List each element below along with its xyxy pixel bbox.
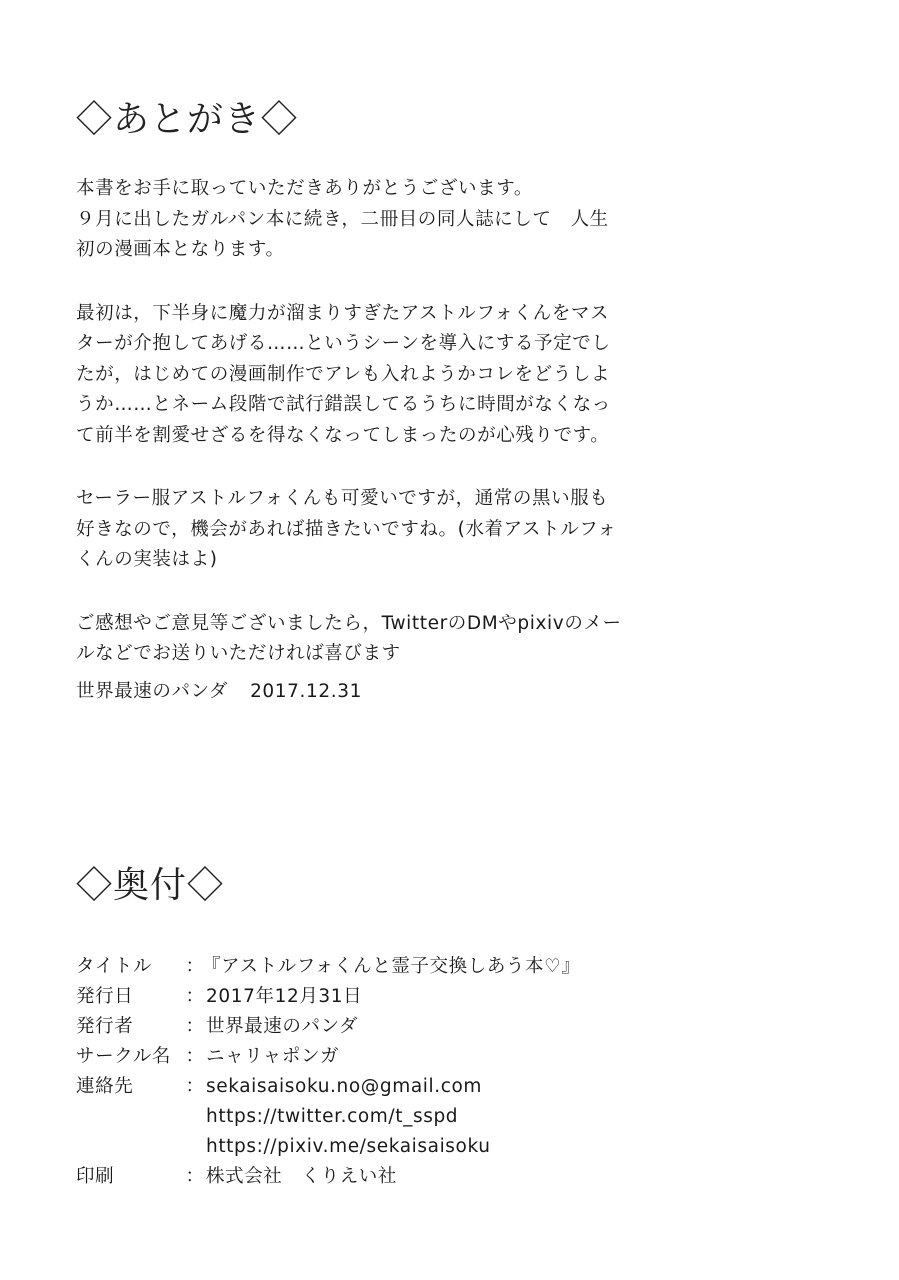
colophon-row-date [76, 982, 856, 1012]
afterword-body [76, 174, 836, 703]
text-line: 本書をお手に取っていただきありがとうございます。 [76, 178, 533, 199]
text-line: ターが介抱してあげる……というシーンを導入にする予定でし [76, 333, 611, 354]
colophon-value: 株式会社 くりえい社 [206, 1166, 398, 1187]
colophon-colon: ： [185, 986, 205, 1007]
text-line: 好きなので，機会があれば描きたいですね。(水着アストルフォ [76, 518, 617, 540]
colophon-label: サークル名 [76, 1046, 171, 1067]
colophon-label: 発行者 [76, 1016, 134, 1037]
text-line: ルなどでお送りいただければ喜びます [76, 643, 401, 664]
colophon-value: 世界最速のパンダ [206, 1016, 359, 1037]
colophon-colon: ： [185, 1076, 205, 1097]
contact-email: sekaisaisoku.no@gmail.com [206, 1076, 483, 1097]
text-line: て前半を割愛せざるを得なくなってしまったのが心残りです。 [76, 424, 610, 446]
text-line: たが，はじめての漫画制作でアレも入れようかコレをどうしよ [76, 363, 611, 385]
colophon-label: タイトル [76, 956, 153, 977]
colophon-label: 印刷 [76, 1166, 115, 1187]
text-line: うか……とネーム段階で試行錯誤してるうちに時間がなくなっ [76, 394, 611, 415]
colophon-value: ニャリャポンガ [206, 1046, 340, 1067]
colophon-heading: ◇奥付◇ [76, 865, 225, 906]
afterword-heading: ◇あとがき◇ [76, 99, 299, 140]
colophon-row-publisher [76, 1012, 856, 1042]
colophon-row-circle [76, 1042, 856, 1072]
colophon-row-contact [76, 1072, 856, 1162]
colophon-colon: ： [185, 1166, 205, 1187]
contact-twitter-url: https://twitter.com/t_sspd [206, 1106, 459, 1127]
text-line: 最初は，下半身に魔力が溜まりすぎたアストルフォくんをマス [76, 302, 610, 324]
text-line: ９月に出したガルパン本に続き，二冊目の同人誌にして 人生 [76, 208, 609, 230]
afterword-paragraph [76, 609, 836, 670]
colophon-colon: ： [185, 1046, 205, 1067]
afterword-paragraph [76, 299, 836, 452]
colophon-colon: ： [185, 1016, 205, 1037]
colophon-value: 『アストルフォくんと霊子交換しあう本♡』 [202, 956, 581, 977]
signature-date: 2017.12.31 [250, 681, 362, 702]
colophon-table [76, 952, 856, 1192]
colophon-row-title [76, 952, 856, 982]
colophon-label: 発行日 [76, 986, 134, 1007]
colophon-value: 2017年12月31日 [206, 986, 363, 1007]
afterword-paragraph [76, 174, 836, 266]
colophon-label: 連絡先 [76, 1076, 134, 1097]
text-line: 初の漫画本となります。 [76, 239, 285, 260]
colophon-row-printer [76, 1162, 856, 1192]
contact-pixiv-url: https://pixiv.me/sekaisaisoku [206, 1136, 491, 1157]
text-line: セーラー服アストルフォくんも可愛いですが，通常の黒い服も [76, 488, 609, 509]
signature-author: 世界最速のパンダ [76, 681, 229, 702]
colophon-colon: ： [185, 956, 205, 977]
text-line: ご感想やご意見等ございましたら，TwitterのDMやpixivのメー [76, 612, 622, 634]
afterword-paragraph [76, 484, 836, 576]
signature [76, 677, 362, 707]
text-line: くんの実装はよ) [76, 549, 218, 570]
